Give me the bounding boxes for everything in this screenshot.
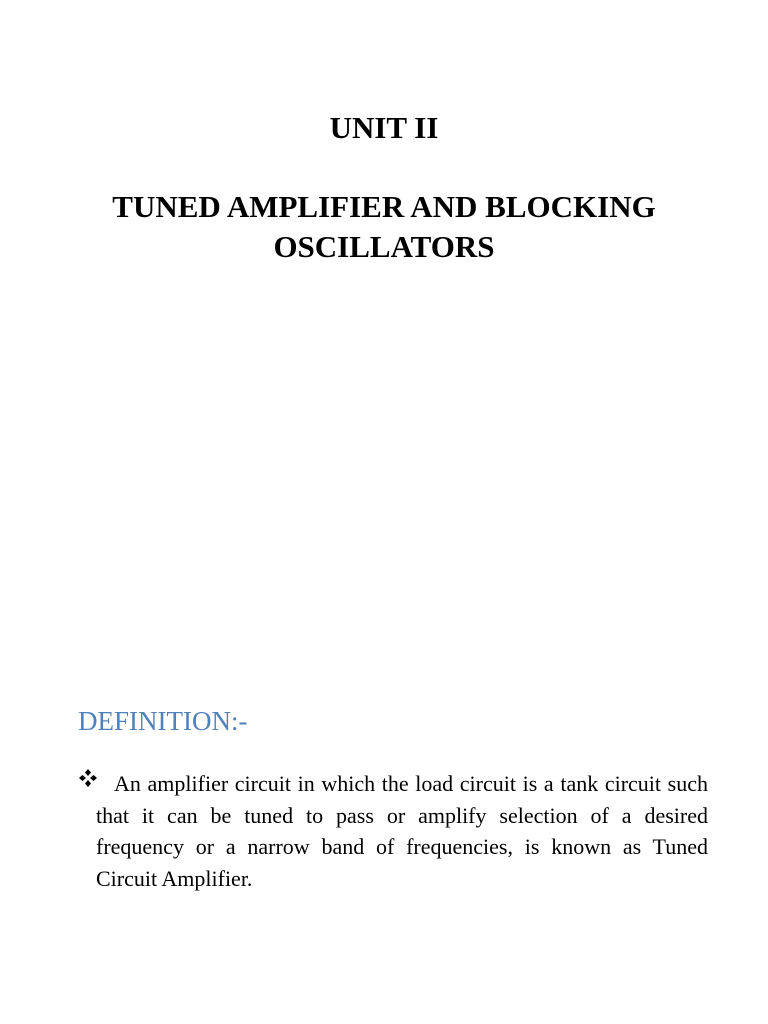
definition-heading: DEFINITION:-: [78, 706, 248, 736]
page-title: TUNED AMPLIFIER AND BLOCKING OSCILLATORS: [112, 189, 656, 264]
unit-title: UNIT II: [329, 110, 439, 145]
definition-paragraph: An amplifier circuit in which the load circuit is a tank circuit such that it can be tuned to pass or amplify selection of a desired frequency or a narrow band of frequencies, is known as Tuned Circuit Amplifier.: [96, 771, 708, 891]
four-diamond-bullet-icon: [78, 768, 98, 788]
